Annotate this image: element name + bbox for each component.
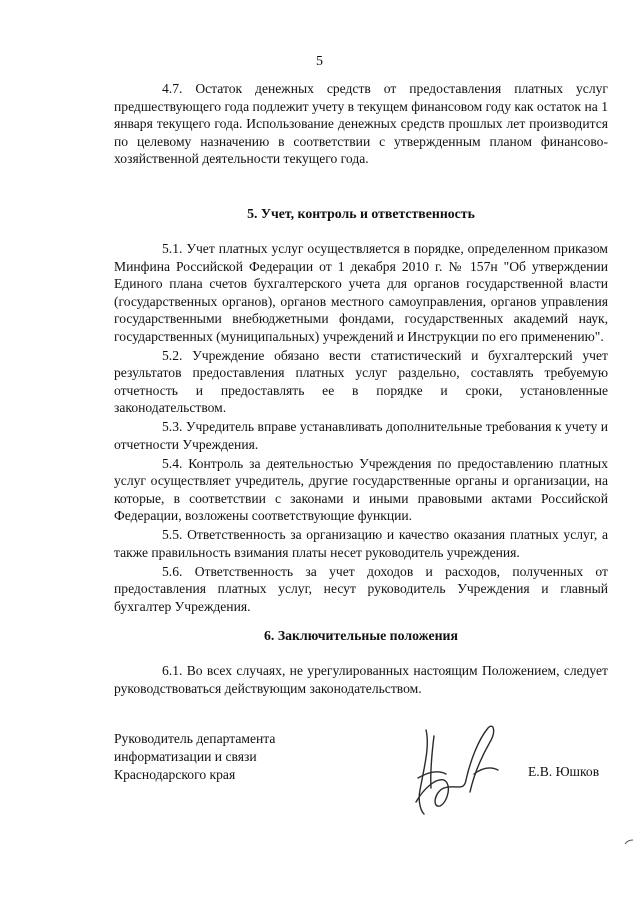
section-6-title: 6. Заключительные положения: [264, 628, 458, 643]
section-5-body: [114, 240, 608, 615]
paragraph-4-7: 4.7. Остаток денежных средств от предоставления платных услуг предшествующего года подлежит учету в текущем финансовом году как остаток на 1 января текущего года. Использование денежных средств прошлых лет производится по целевому назначению в соответствии с утвержденным планом финансово-хозяйственной деятельности текущего года.: [114, 81, 608, 166]
section-5-heading-block: [114, 205, 608, 223]
paragraph-4-7-block: [114, 80, 608, 168]
paragraph-5-4: 5.4. Контроль за деятельностью Учреждения по предоставлению платных услуг осуществляет учредитель, другие государственные органы и организации, на которые, в соответствии с законами и иными правовыми актами Российской Федерации, возложены соответствующие функции.: [114, 455, 608, 523]
paragraph-5-6: 5.6. Ответственность за учет доходов и расходов, полученных от предоставления платных услуг, несут руководитель Учреждения и главный бухгалтер Учреждения.: [114, 563, 608, 614]
signatory-name: Е.В. Юшков: [528, 764, 600, 779]
paragraph-5-2: 5.2. Учреждение обязано вести статистический и бухгалтерский учет результатов предоставления платных услуг раздельно, составлять требуемую отчетность и предоставлять ее в порядке и сроки, установленные законодательством.: [114, 347, 608, 415]
handwritten-signature: [404, 718, 504, 818]
signatory-position-line-2: информатизации и связи: [114, 749, 257, 764]
paragraph-6-1: 6.1. Во всех случаях, не урегулированных настоящим Положением, следует руководствоваться действующим законодательством.: [114, 663, 608, 696]
section-6-heading-block: [114, 627, 608, 645]
signatory-position-line-3: Краснодарского края: [114, 767, 236, 782]
section-6-body: [114, 662, 608, 697]
paragraph-5-1: 5.1. Учет платных услуг осуществляется в порядке, определенном приказом Минфина Российской Федерации от 1 декабря 2010 г. № 157н "Об утверждении Единого плана счетов бухгалтерского учета для органов государственной власти (государственных органов), органов местного самоуправления, органов управления государственными внебюджетными фондами, государственных академий наук, государственных (муниципальных) учреждений и Инструкции по его применению".: [114, 241, 608, 344]
page-number: 5: [316, 54, 323, 69]
paragraph-5-3: 5.3. Учредитель вправе устанавливать дополнительные требования к учету и отчетности Учреждения.: [114, 419, 608, 452]
scan-artifact-mark: [624, 838, 634, 846]
signatory-position: [114, 730, 275, 784]
section-5-title: 5. Учет, контроль и ответственность: [247, 206, 475, 221]
paragraph-5-5: 5.5. Ответственность за организацию и качество оказания платных услуг, а также правильность взимания платы несет руководитель учреждения.: [114, 527, 608, 560]
signatory-position-line-1: Руководитель департамента: [114, 731, 276, 746]
